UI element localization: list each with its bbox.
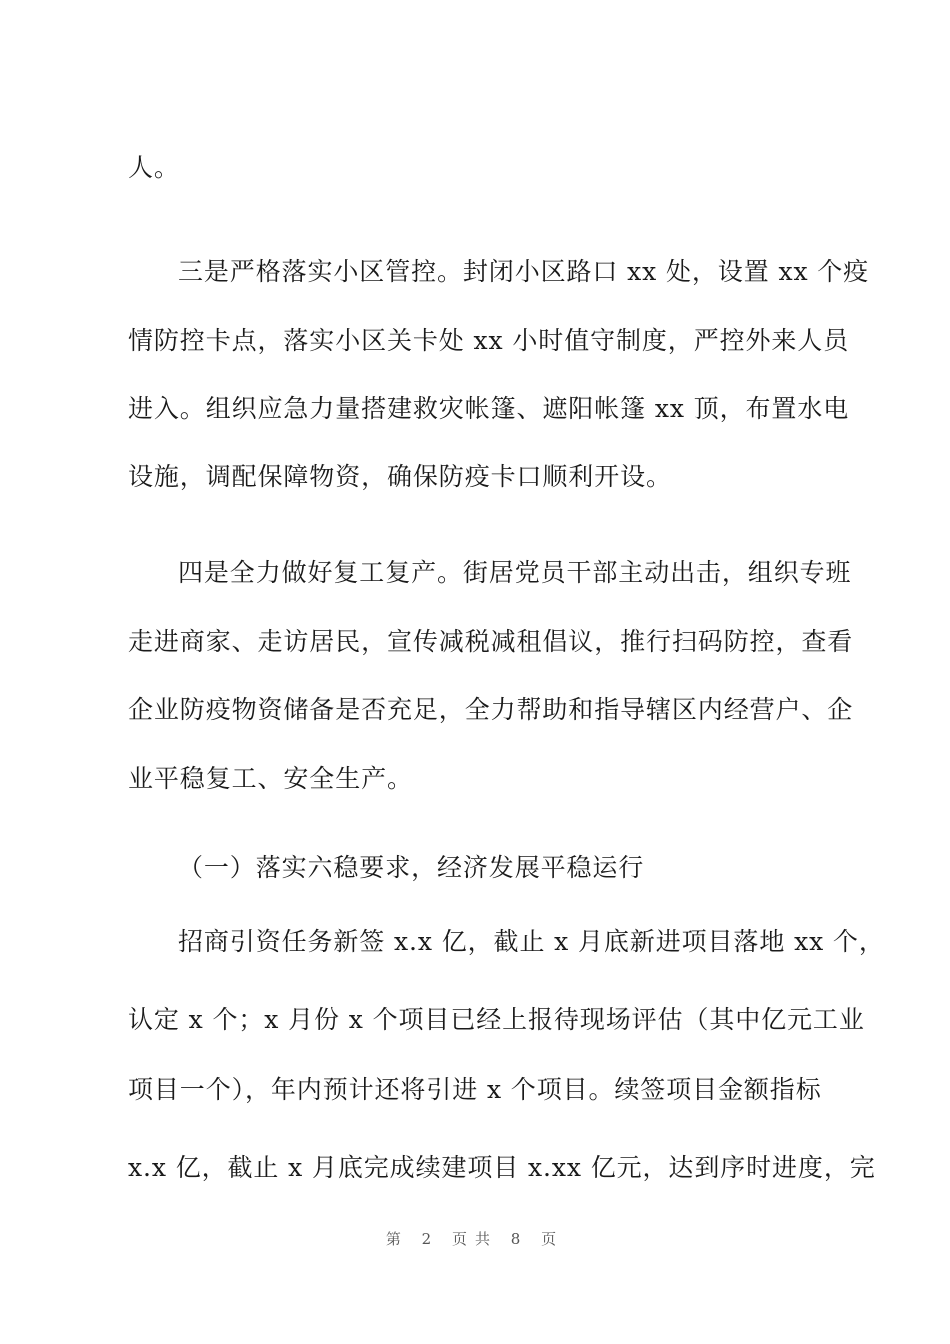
text-line-11: 招商引资任务新签 x.x 亿，截止 x 月底新进项目落地 xx 个， [178,927,885,956]
text-line-8: 企业防疫物资储备是否充足，全力帮助和指导辖区内经营户、企 [128,695,854,724]
text-line-12: 认定 x 个；x 月份 x 个项目已经上报待现场评估（其中亿元工业 [128,1005,865,1034]
section-heading: （一）落实六稳要求，经济发展平稳运行 [178,853,645,882]
text-line-6: 四是全力做好复工复产。街居党员干部主动出击，组织专班 [178,558,852,587]
page-footer: 第 2 页共 8 页 [385,1230,565,1248]
text-line-5: 设施，调配保障物资，确保防疫卡口顺利开设。 [128,462,672,491]
text-line-9: 业平稳复工、安全生产。 [128,764,413,793]
text-line-4: 进入。组织应急力量搭建救灾帐篷、遮阳帐篷 xx 顶，布置水电 [128,394,850,423]
text-line-7: 走进商家、走访居民，宣传减税减租倡议，推行扫码防控，查看 [128,627,854,656]
text-line-3: 情防控卡点，落实小区关卡处 xx 小时值守制度，严控外来人员 [128,326,850,355]
text-line-1: 人。 [128,153,180,182]
text-line-13: 项目一个），年内预计还将引进 x 个项目。续签项目金额指标 [128,1075,822,1104]
text-line-2: 三是严格落实小区管控。封闭小区路口 xx 处，设置 xx 个疫 [178,257,870,286]
text-line-14: x.x 亿，截止 x 月底完成续建项目 x.xx 亿元，达到序时进度，完 [128,1153,876,1182]
